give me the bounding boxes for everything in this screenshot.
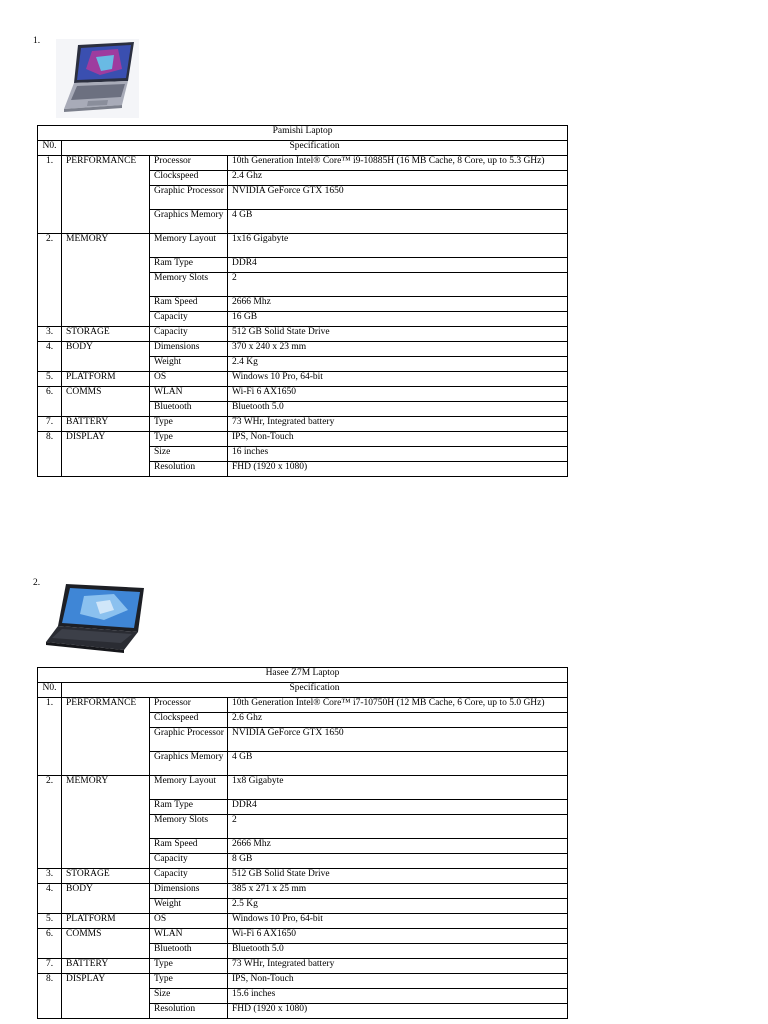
spec-value: Windows 10 Pro, 64-bit [228,914,568,929]
spec-value: 73 WHr, Integrated battery [228,959,568,974]
category-label: MEMORY [62,776,150,869]
spec-value: 512 GB Solid State Drive [228,869,568,884]
table-title: Hasee Z7M Laptop [38,668,568,683]
spec-label: WLAN [150,929,228,944]
spec-label: Type [150,432,228,447]
spec-table-2 [37,667,568,1019]
column-header-spec: Specification [62,141,568,156]
spec-value: Wi-Fi 6 AX1650 [228,387,568,402]
spec-label: Type [150,974,228,989]
spec-value: 512 GB Solid State Drive [228,327,568,342]
spec-label: Capacity [150,869,228,884]
row-number: 1. [38,698,62,776]
spec-label: Bluetooth [150,944,228,959]
category-label: STORAGE [62,869,150,884]
spec-value: 370 x 240 x 23 mm [228,342,568,357]
item-number: 1. [33,36,41,46]
spec-value: NVIDIA GeForce GTX 1650 [228,186,568,210]
spec-value: Windows 10 Pro, 64-bit [228,372,568,387]
spec-value: 15.6 inches [228,989,568,1004]
category-label: BATTERY [62,959,150,974]
spec-value: 10th Generation Intel® Core™ i7-10750H (12 MB Cache, 6 Core, up to 5.0 GHz) [228,698,568,713]
category-label: PLATFORM [62,372,150,387]
spec-value: 2666 Mhz [228,839,568,854]
category-label: PERFORMANCE [62,698,150,776]
spec-label: Memory Layout [150,776,228,800]
row-number: 3. [38,869,62,884]
row-number: 3. [38,327,62,342]
spec-value: DDR4 [228,800,568,815]
spec-value: 2.6 Ghz [228,713,568,728]
spec-label: Capacity [150,327,228,342]
spec-value: FHD (1920 x 1080) [228,1004,568,1019]
spec-label: Resolution [150,462,228,477]
category-label: PERFORMANCE [62,156,150,234]
spec-value: FHD (1920 x 1080) [228,462,568,477]
column-header-spec: Specification [62,683,568,698]
spec-label: Type [150,417,228,432]
spec-label: Memory Slots [150,273,228,297]
laptop-open-icon [56,39,139,118]
spec-label: Size [150,989,228,1004]
category-label: COMMS [62,929,150,959]
spec-label: OS [150,914,228,929]
spec-label: Clockspeed [150,713,228,728]
spec-label: Ram Speed [150,297,228,312]
spec-value: 4 GB [228,752,568,776]
spec-value: 2.5 Kg [228,899,568,914]
spec-label: Type [150,959,228,974]
spec-label: Graphic Processor [150,186,228,210]
row-number: 7. [38,959,62,974]
spec-label: Size [150,447,228,462]
spec-value: Bluetooth 5.0 [228,402,568,417]
spec-value: Bluetooth 5.0 [228,944,568,959]
spec-value: 2 [228,815,568,839]
spec-value: 1x8 Gigabyte [228,776,568,800]
spec-label: Graphic Processor [150,728,228,752]
spec-label: Bluetooth [150,402,228,417]
category-label: MEMORY [62,234,150,327]
category-label: STORAGE [62,327,150,342]
category-label: DISPLAY [62,974,150,1019]
spec-value: 2.4 Ghz [228,171,568,186]
row-number: 2. [38,776,62,869]
category-label: PLATFORM [62,914,150,929]
spec-value: DDR4 [228,258,568,273]
spec-value: 73 WHr, Integrated battery [228,417,568,432]
row-number: 7. [38,417,62,432]
row-number: 1. [38,156,62,234]
spec-label: Clockspeed [150,171,228,186]
row-number: 8. [38,974,62,1019]
spec-label: Dimensions [150,884,228,899]
spec-label: Graphics Memory [150,752,228,776]
spec-value: 16 inches [228,447,568,462]
column-header-no: N0. [38,141,62,156]
spec-label: Capacity [150,854,228,869]
spec-value: 385 x 271 x 25 mm [228,884,568,899]
row-number: 2. [38,234,62,327]
spec-label: Dimensions [150,342,228,357]
spec-value: NVIDIA GeForce GTX 1650 [228,728,568,752]
row-number: 4. [38,342,62,372]
spec-label: Graphics Memory [150,210,228,234]
spec-label: WLAN [150,387,228,402]
spec-label: Ram Type [150,800,228,815]
category-label: BODY [62,884,150,914]
table-title: Pamishi Laptop [38,126,568,141]
category-label: BODY [62,342,150,372]
spec-value: 2.4 Kg [228,357,568,372]
spec-label: Resolution [150,1004,228,1019]
spec-label: Capacity [150,312,228,327]
spec-value: 4 GB [228,210,568,234]
category-label: DISPLAY [62,432,150,477]
spec-table-1 [37,125,568,477]
item-number: 2. [33,578,41,588]
spec-label: Ram Speed [150,839,228,854]
row-number: 4. [38,884,62,914]
spec-value: 1x16 Gigabyte [228,234,568,258]
spec-label: Memory Slots [150,815,228,839]
spec-label: Memory Layout [150,234,228,258]
row-number: 6. [38,929,62,959]
spec-value: 2 [228,273,568,297]
spec-label: Processor [150,156,228,171]
spec-value: 8 GB [228,854,568,869]
spec-label: Weight [150,357,228,372]
spec-value: IPS, Non-Touch [228,974,568,989]
spec-label: Ram Type [150,258,228,273]
row-number: 5. [38,372,62,387]
row-number: 8. [38,432,62,477]
spec-value: 16 GB [228,312,568,327]
laptop-angled-icon [44,580,147,656]
spec-value: 10th Generation Intel® Core™ i9-10885H (16 MB Cache, 8 Core, up to 5.3 GHz) [228,156,568,171]
column-header-no: N0. [38,683,62,698]
row-number: 5. [38,914,62,929]
spec-value: IPS, Non-Touch [228,432,568,447]
spec-label: OS [150,372,228,387]
category-label: COMMS [62,387,150,417]
row-number: 6. [38,387,62,417]
spec-value: 2666 Mhz [228,297,568,312]
spec-label: Processor [150,698,228,713]
spec-label: Weight [150,899,228,914]
category-label: BATTERY [62,417,150,432]
spec-value: Wi-Fi 6 AX1650 [228,929,568,944]
